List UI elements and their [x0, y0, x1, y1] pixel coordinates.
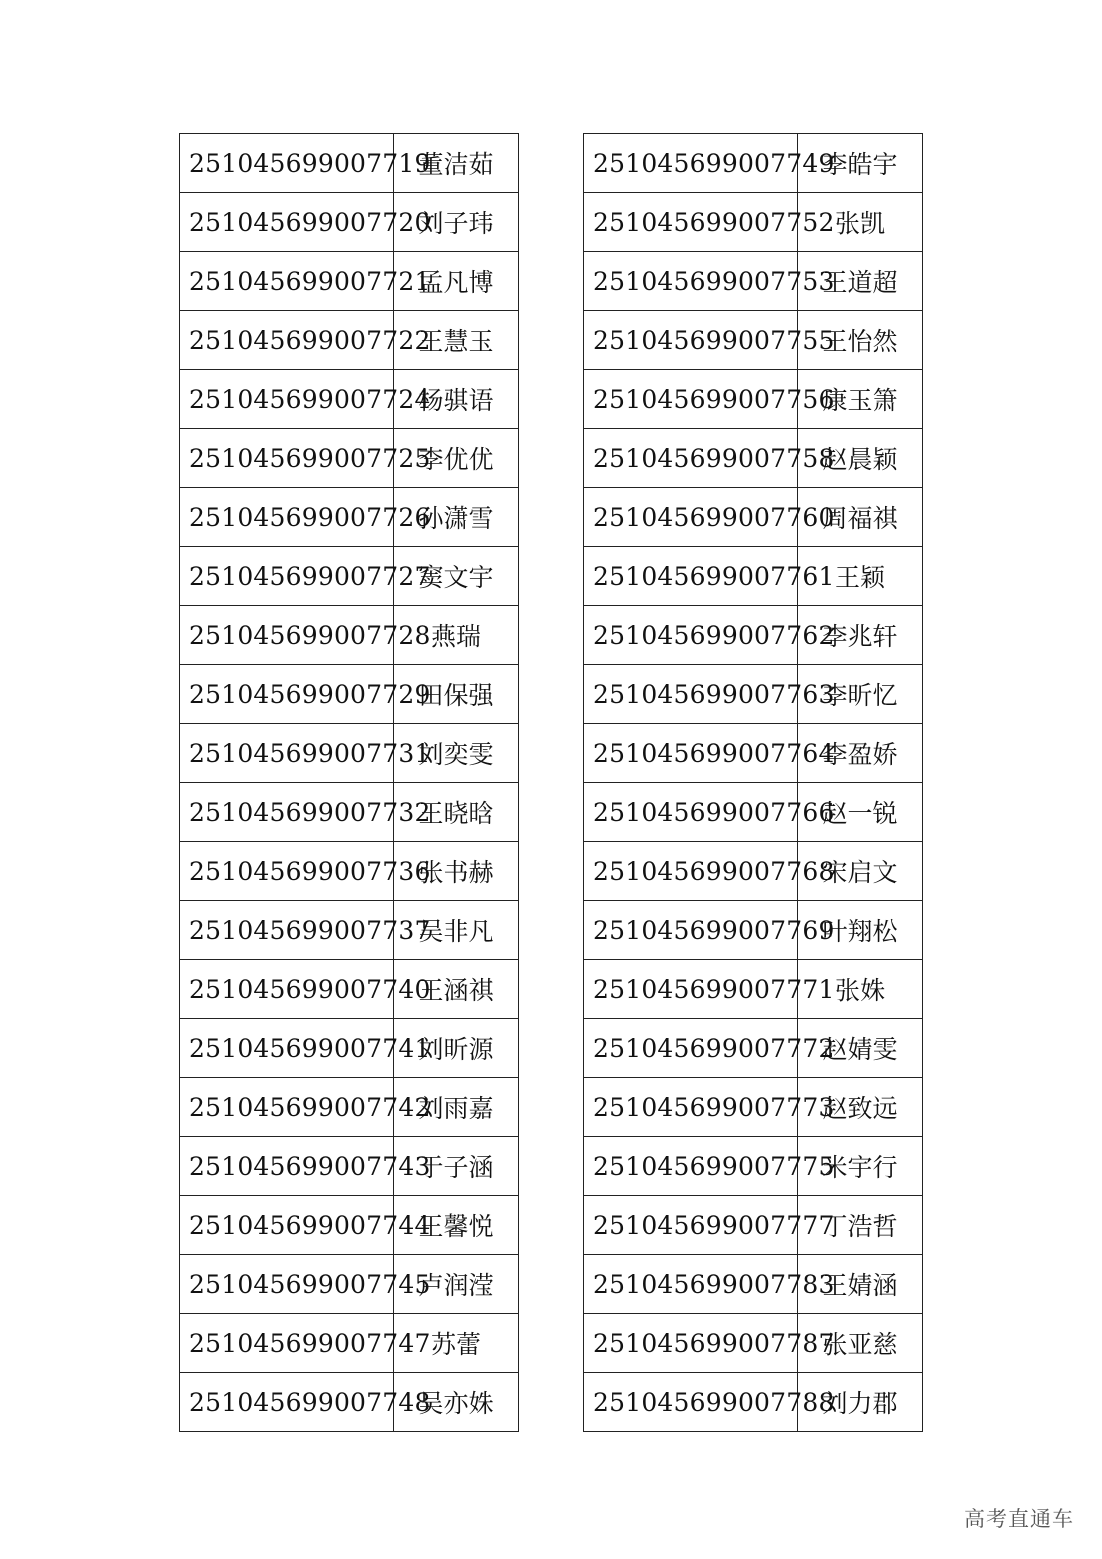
candidate-name-cell: 刘奕雯	[394, 724, 519, 783]
candidate-name-cell: 丁浩哲	[798, 1196, 923, 1255]
candidate-id-cell: 251045699007744	[180, 1196, 394, 1255]
candidate-id-cell: 251045699007758	[584, 429, 798, 488]
candidate-name-cell: 王馨悦	[394, 1196, 519, 1255]
candidate-name-cell: 康玉箫	[798, 370, 923, 429]
table-row	[584, 134, 923, 193]
candidate-name-cell: 李皓宇	[798, 134, 923, 193]
table-row	[180, 311, 519, 370]
candidate-id-cell: 251045699007773	[584, 1078, 798, 1137]
candidate-id-cell: 251045699007726	[180, 488, 394, 547]
candidate-name-cell: 张姝	[798, 960, 923, 1019]
candidate-name-cell: 王道超	[798, 252, 923, 311]
candidate-id-cell: 251045699007761	[584, 547, 798, 606]
candidate-name-cell: 卢润滢	[394, 1255, 519, 1314]
table-row	[584, 429, 923, 488]
candidate-id-cell: 251045699007763	[584, 665, 798, 724]
candidate-name-cell: 田保强	[394, 665, 519, 724]
candidate-name-cell: 刘子玮	[394, 193, 519, 252]
candidate-name-cell: 赵致远	[798, 1078, 923, 1137]
table-row	[180, 370, 519, 429]
candidate-name-cell: 燕瑞	[394, 606, 519, 665]
table-row	[180, 842, 519, 901]
candidate-name-cell: 董洁茹	[394, 134, 519, 193]
candidate-id-cell: 251045699007736	[180, 842, 394, 901]
table-row	[180, 783, 519, 842]
table-row	[584, 1196, 923, 1255]
candidate-id-cell: 251045699007720	[180, 193, 394, 252]
candidate-id-cell: 251045699007752	[584, 193, 798, 252]
table-row	[584, 370, 923, 429]
table-row	[180, 1314, 519, 1373]
candidate-name-cell: 王颖	[798, 547, 923, 606]
candidate-id-cell: 251045699007747	[180, 1314, 394, 1373]
candidate-id-cell: 251045699007777	[584, 1196, 798, 1255]
candidate-id-cell: 251045699007753	[584, 252, 798, 311]
candidate-name-cell: 张凯	[798, 193, 923, 252]
table-row	[584, 1255, 923, 1314]
table-row	[180, 1196, 519, 1255]
table-row	[180, 1255, 519, 1314]
candidate-id-cell: 251045699007771	[584, 960, 798, 1019]
candidate-id-cell: 251045699007749	[584, 134, 798, 193]
candidate-name-cell: 叶翔松	[798, 901, 923, 960]
table-row	[180, 901, 519, 960]
candidate-name-cell: 李兆轩	[798, 606, 923, 665]
candidate-name-cell: 米宇行	[798, 1137, 923, 1196]
candidate-name-cell: 孙潇雪	[394, 488, 519, 547]
table-row	[584, 547, 923, 606]
candidate-name-cell: 刘力郡	[798, 1373, 923, 1432]
table-row	[584, 783, 923, 842]
candidate-id-cell: 251045699007768	[584, 842, 798, 901]
candidate-id-cell: 251045699007755	[584, 311, 798, 370]
table-row	[180, 1137, 519, 1196]
table-row	[584, 606, 923, 665]
table-row	[180, 134, 519, 193]
table-row	[180, 1078, 519, 1137]
candidate-id-cell: 251045699007787	[584, 1314, 798, 1373]
candidate-name-cell: 刘雨嘉	[394, 1078, 519, 1137]
candidate-name-cell: 王慧玉	[394, 311, 519, 370]
candidate-id-cell: 251045699007732	[180, 783, 394, 842]
candidate-name-cell: 张亚慈	[798, 1314, 923, 1373]
candidate-id-cell: 251045699007788	[584, 1373, 798, 1432]
candidate-name-cell: 宋启文	[798, 842, 923, 901]
candidate-name-cell: 杨骐语	[394, 370, 519, 429]
table-row	[180, 724, 519, 783]
candidate-id-cell: 251045699007743	[180, 1137, 394, 1196]
candidate-name-cell: 孟凡博	[394, 252, 519, 311]
table-row	[584, 1314, 923, 1373]
table-row	[180, 429, 519, 488]
candidate-id-cell: 251045699007724	[180, 370, 394, 429]
table-row	[180, 547, 519, 606]
candidate-name-cell: 吴非凡	[394, 901, 519, 960]
candidate-name-cell: 李优优	[394, 429, 519, 488]
table-row	[180, 1019, 519, 1078]
candidate-id-cell: 251045699007762	[584, 606, 798, 665]
table-row	[584, 1019, 923, 1078]
candidate-name-cell: 王怡然	[798, 311, 923, 370]
table-row	[180, 252, 519, 311]
table-row	[180, 960, 519, 1019]
candidate-id-cell: 251045699007769	[584, 901, 798, 960]
candidate-id-cell: 251045699007722	[180, 311, 394, 370]
table-row	[584, 901, 923, 960]
candidate-name-cell: 赵婧雯	[798, 1019, 923, 1078]
candidate-name-cell: 王涵祺	[394, 960, 519, 1019]
candidate-name-cell: 赵一锐	[798, 783, 923, 842]
roster-table-left	[179, 133, 519, 1432]
table-row	[584, 193, 923, 252]
candidate-id-cell: 251045699007741	[180, 1019, 394, 1078]
candidate-name-cell: 周福祺	[798, 488, 923, 547]
candidate-id-cell: 251045699007729	[180, 665, 394, 724]
table-row	[584, 252, 923, 311]
candidate-id-cell: 251045699007748	[180, 1373, 394, 1432]
candidate-id-cell: 251045699007742	[180, 1078, 394, 1137]
candidate-name-cell: 王晓晗	[394, 783, 519, 842]
candidate-name-cell: 赵晨颖	[798, 429, 923, 488]
candidate-name-cell: 李昕忆	[798, 665, 923, 724]
table-row	[584, 311, 923, 370]
candidate-id-cell: 251045699007740	[180, 960, 394, 1019]
table-row	[180, 606, 519, 665]
candidate-id-cell: 251045699007745	[180, 1255, 394, 1314]
table-row	[180, 665, 519, 724]
candidate-id-cell: 251045699007737	[180, 901, 394, 960]
candidate-id-cell: 251045699007731	[180, 724, 394, 783]
table-row	[584, 724, 923, 783]
table-row	[584, 1373, 923, 1432]
candidate-name-cell: 张书赫	[394, 842, 519, 901]
table-row	[584, 960, 923, 1019]
table-row	[180, 1373, 519, 1432]
candidate-name-cell: 王婧涵	[798, 1255, 923, 1314]
candidate-id-cell: 251045699007728	[180, 606, 394, 665]
candidate-id-cell: 251045699007766	[584, 783, 798, 842]
candidate-id-cell: 251045699007783	[584, 1255, 798, 1314]
table-row	[180, 193, 519, 252]
table-row	[584, 1137, 923, 1196]
candidate-id-cell: 251045699007727	[180, 547, 394, 606]
candidate-name-cell: 于子涵	[394, 1137, 519, 1196]
candidate-name-cell: 刘昕源	[394, 1019, 519, 1078]
table-row	[584, 842, 923, 901]
candidate-id-cell: 251045699007775	[584, 1137, 798, 1196]
watermark-text: 高考直通车	[964, 1507, 1074, 1531]
roster-table-right	[583, 133, 923, 1432]
table-row	[584, 1078, 923, 1137]
candidate-id-cell: 251045699007721	[180, 252, 394, 311]
candidate-name-cell: 吴亦姝	[394, 1373, 519, 1432]
candidate-name-cell: 苏蕾	[394, 1314, 519, 1373]
candidate-id-cell: 251045699007764	[584, 724, 798, 783]
candidate-name-cell: 李盈娇	[798, 724, 923, 783]
candidate-id-cell: 251045699007772	[584, 1019, 798, 1078]
candidate-id-cell: 251045699007756	[584, 370, 798, 429]
table-row	[180, 488, 519, 547]
table-row	[584, 665, 923, 724]
candidate-id-cell: 251045699007725	[180, 429, 394, 488]
table-row	[584, 488, 923, 547]
candidate-id-cell: 251045699007719	[180, 134, 394, 193]
candidate-id-cell: 251045699007760	[584, 488, 798, 547]
candidate-name-cell: 窦文宇	[394, 547, 519, 606]
